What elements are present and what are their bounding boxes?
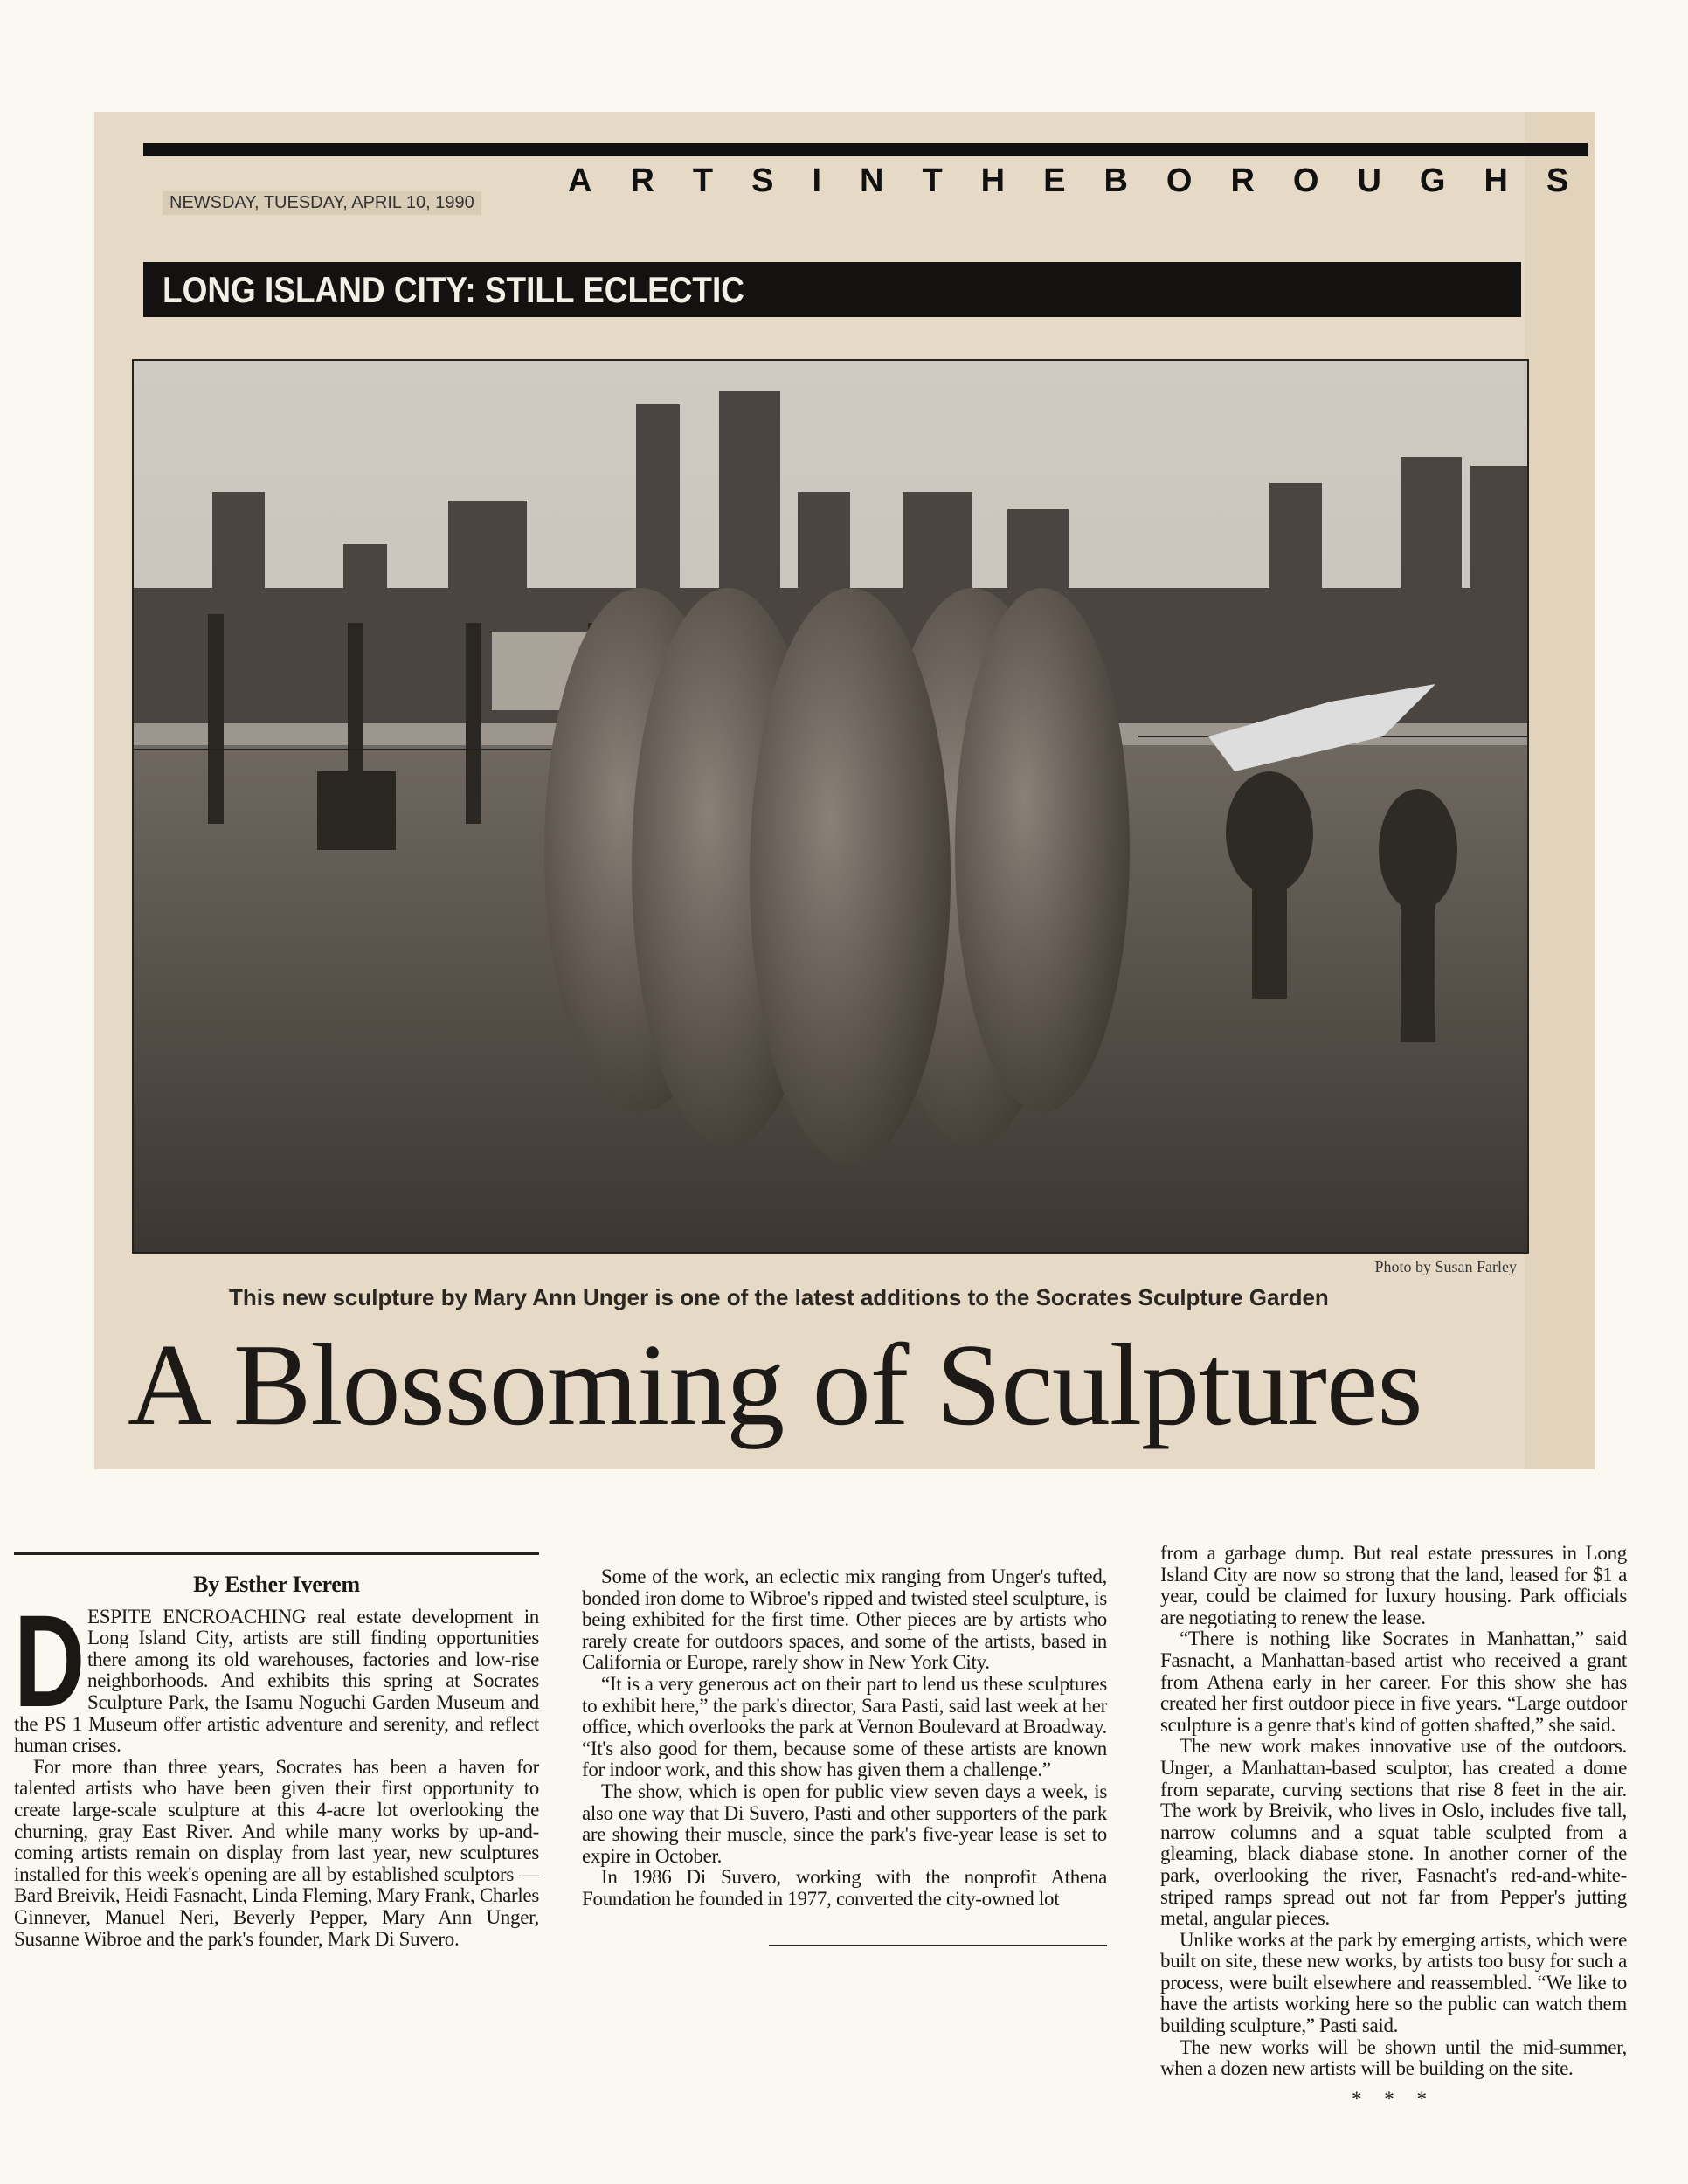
date-line: NEWSDAY, TUESDAY, APRIL 10, 1990 [163, 191, 481, 215]
kicker-banner [143, 262, 1521, 317]
lead-paragraph [14, 1586, 539, 1757]
paragraph: The new works will be shown until the mid-summer, when a dozen new artists will be building on the site. [1160, 2035, 1627, 2080]
drop-cap: D [14, 1586, 86, 1734]
photo-image [134, 361, 1529, 1254]
paragraph: from a garbage dump. But real estate pressures in Long Island City are now so strong that the land, leased for $1 a year, could be claimed for luxury housing. Park officials are negotiating to renew the lease. [1160, 1542, 1627, 1628]
clipping-edge [1525, 112, 1595, 1469]
paragraph: “It is a very generous act on their part to lend us these sculptures to exhibit here,” the park's director, Sara Pasti, said last week at her office, which overlooks the park at Vernon Boulevard at Broadway. “It's also good for them, because some of these artists are known for indoor work, and this show has given them a challenge.” [582, 1672, 1107, 1781]
photo-credit: Photo by Susan Farley [1374, 1258, 1517, 1275]
kicker-text: LONG ISLAND CITY: STILL ECLECTIC [163, 269, 744, 310]
column-rule [14, 1552, 539, 1555]
section-word: BOROUGHS [1103, 162, 1608, 199]
paragraph: In 1986 Di Suvero, working with the nonprofit Athena Foundation he founded in 1977, converted the city-owned lot [582, 1866, 1107, 1910]
article-column-3 [1160, 1543, 1627, 2110]
section-word: ARTS [568, 162, 813, 199]
article-column-1 [14, 1557, 539, 1950]
top-rule [143, 143, 1588, 156]
lead-text: real estate development in Long Island City, artists are still finding opportunities there among its old warehouses, factories and low-rise neighborhoods. And exhibits this spring at Socrates Sculpture Park, the Isamu Noguchi Garden Museum and the PS 1 Museum offer artistic adventure and serenity, and reflect human crises. [14, 1605, 539, 1757]
end-mark: * * * [1352, 2087, 1435, 2110]
paragraph: For more than three years, Socrates has been a haven for talented artists who have been given their first opportunity to create large-scale sculpture at this 4-acre lot overlooking the churning, gray East River. And while many works by up-and-coming artists remain on display from last year, new sculptures installed for this week's opening are all by established sculptors — Bard Breivik, Heidi Fasnacht, Linda Fleming, Mary Frank, Charles Ginnever, Manuel Neri, Beverly Pepper, Mary Ann Unger, Susanne Wibroe and the park's founder, Mark Di Suvero. [14, 1755, 539, 1950]
paragraph: “There is nothing like Socrates in Manhattan,” said Fasnacht, a Manhattan-based artist who received a grant from Athena early in her career. For this show she has created her first outdoor piece in five years. “Large outdoor sculpture is a genre that's kind of gotten shafted,” she said. [1160, 1628, 1627, 1736]
paragraph: Unlike works at the park by emerging artists, which were built on site, these new works, by artists too busy for such a process, were built elsewhere and reassembled. “We like to have the artists working here so the public can watch them building sculpture,” Pasti said. [1160, 1928, 1627, 2037]
headline: A Blossoming of Sculptures [128, 1320, 1422, 1449]
section-title [568, 162, 1608, 200]
photo-caption: This new sculpture by Mary Ann Unger is one of the latest additions to the Socrates Sculpture Garden [229, 1284, 1329, 1310]
paragraph: Some of the work, an eclectic mix ranging from Unger's tufted, bonded iron dome to Wibroe's ripped and twisted steel sculpture, is being exhibited for the first time. Other pieces are by artists who rarely create for outdoors spaces, and some of the artists, based in California or Europe, rarely show in New York City. [582, 1565, 1107, 1674]
byline: By Esther Iverem [193, 1572, 360, 1597]
section-word: IN [812, 162, 923, 199]
paragraph: The new work makes innovative use of the outdoors. Unger, a Manhattan-based sculptor, has created a dome from separate, curving sections that rise 8 feet in the air. The work by Breivik, who lives in Oslo, includes five tall, narrow columns and a squat table sculpted from a gleaming, black diabase stone. In another corner of the park, overlooking the river, Fasnacht's red-and-white-striped ramps spread out not far from Pepper's jutting metal, angular pieces. [1160, 1735, 1627, 1930]
paragraph: The show, which is open for public view seven days a week, is also one way that Di Suvero, Pasti and other supporters of the park are showing their muscle, since the park's five-year lease is set to expire in October. [582, 1780, 1107, 1867]
lead-caps: ESPITE ENCROACHING [87, 1605, 307, 1628]
column-end-rule [769, 1945, 1107, 1946]
article-column-2 [582, 1566, 1107, 1911]
section-word: THE [922, 162, 1104, 199]
sculpture-photo [132, 359, 1529, 1254]
